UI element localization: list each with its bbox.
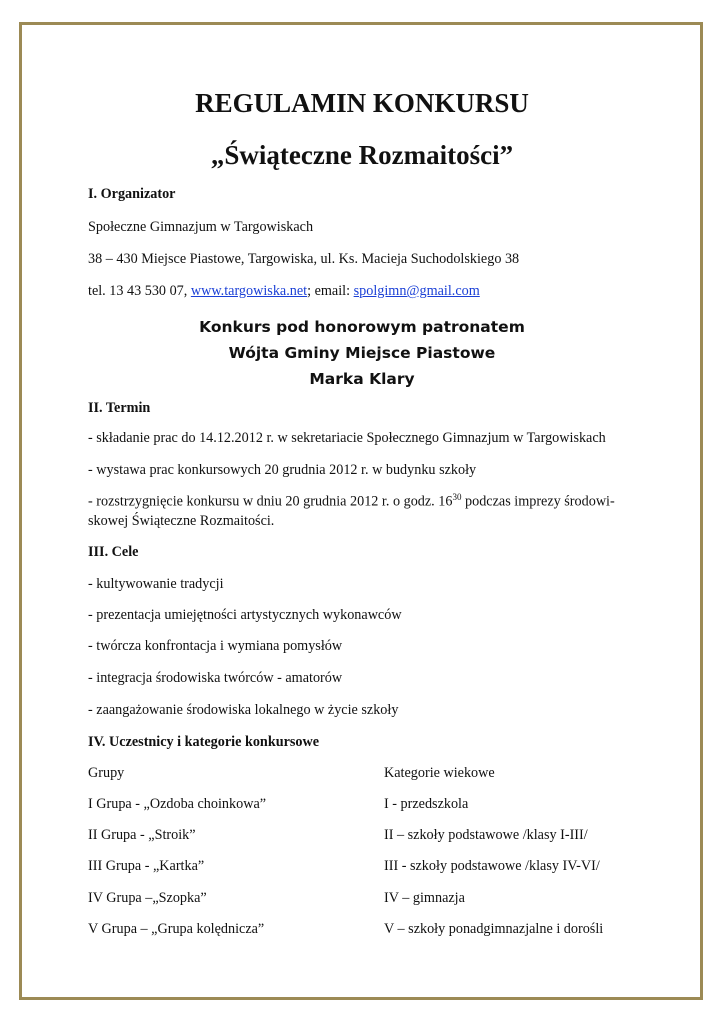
organizer-contact: [88, 283, 480, 300]
contact-email-label: ; email:: [307, 283, 354, 299]
group-item: I Grupa - „Ozdoba choinkowa”: [88, 796, 267, 812]
group-item: II Grupa - „Stroik”: [88, 827, 196, 843]
section-heading-participants: IV. Uczestnicy i kategorie konkursowe: [88, 734, 320, 750]
group-item: V Grupa – „Grupa kolędnicza”: [88, 921, 265, 937]
website-link[interactable]: www.targowiska.net: [190, 283, 308, 299]
goal-item: - integracja środowiska twórców - amatorów: [88, 670, 343, 686]
ages-column-header: Kategorie wiekowe: [384, 765, 495, 781]
organizer-address: 38 – 430 Miejsce Piastowe, Targowiska, ul. Ks. Macieja Suchodolskiego 38: [88, 251, 520, 267]
age-category-item: IV – gimnazja: [384, 890, 465, 906]
group-item: IV Grupa –„Szopka”: [88, 890, 207, 906]
document-subtitle: „Świąteczne Rozmaitości”: [210, 140, 514, 170]
section-heading-organizer: I. Organizator: [88, 186, 176, 202]
document-title: REGULAMIN KONKURSU: [195, 88, 529, 118]
groups-column-header: Grupy: [88, 765, 125, 781]
section-heading-schedule: II. Termin: [88, 400, 151, 416]
patronage-line-1: Konkurs pod honorowym patronatem: [199, 318, 525, 336]
goal-item: - kultywowanie tradycji: [88, 576, 224, 592]
section-heading-goals: III. Cele: [88, 544, 139, 560]
age-category-item: I - przedszkola: [384, 796, 469, 812]
patronage-line-3: Marka Klary: [309, 370, 415, 388]
schedule-item-continuation: skowej Świąteczne Rozmaitości.: [88, 513, 275, 529]
goal-item: - zaangażowanie środowiska lokalnego w życie szkoły: [88, 702, 399, 718]
goal-item: - prezentacja umiejętności artystycznych wykonawców: [88, 607, 402, 623]
age-category-item: II – szkoły podstawowe /klasy I-III/: [384, 827, 588, 843]
contact-phone: tel. 13 43 530 07,: [88, 283, 191, 299]
schedule-item: [88, 492, 615, 511]
schedule-item-text: - rozstrzygnięcie konkursu w dniu 20 grudnia 2012 r. o godz. 16: [88, 493, 453, 510]
goal-item: - twórcza konfrontacja i wymiana pomysłów: [88, 638, 343, 654]
patronage-line-2: Wójta Gminy Miejsce Piastowe: [228, 344, 496, 362]
schedule-item: - składanie prac do 14.12.2012 r. w sekretariacie Społecznego Gimnazjum w Targowiskach: [88, 430, 606, 446]
schedule-item-text: podczas imprezy środowi-: [461, 493, 615, 510]
schedule-time-superscript: 30: [452, 492, 462, 502]
schedule-item: - wystawa prac konkursowych 20 grudnia 2012 r. w budynku szkoły: [88, 462, 477, 478]
group-item: III Grupa - „Kartka”: [88, 858, 205, 874]
email-link[interactable]: spolgimn@gmail.com: [353, 283, 480, 299]
age-category-item: III - szkoły podstawowe /klasy IV-VI/: [384, 858, 600, 874]
age-category-item: V – szkoły ponadgimnazjalne i dorośli: [384, 921, 604, 937]
organizer-name: Społeczne Gimnazjum w Targowiskach: [88, 219, 314, 235]
